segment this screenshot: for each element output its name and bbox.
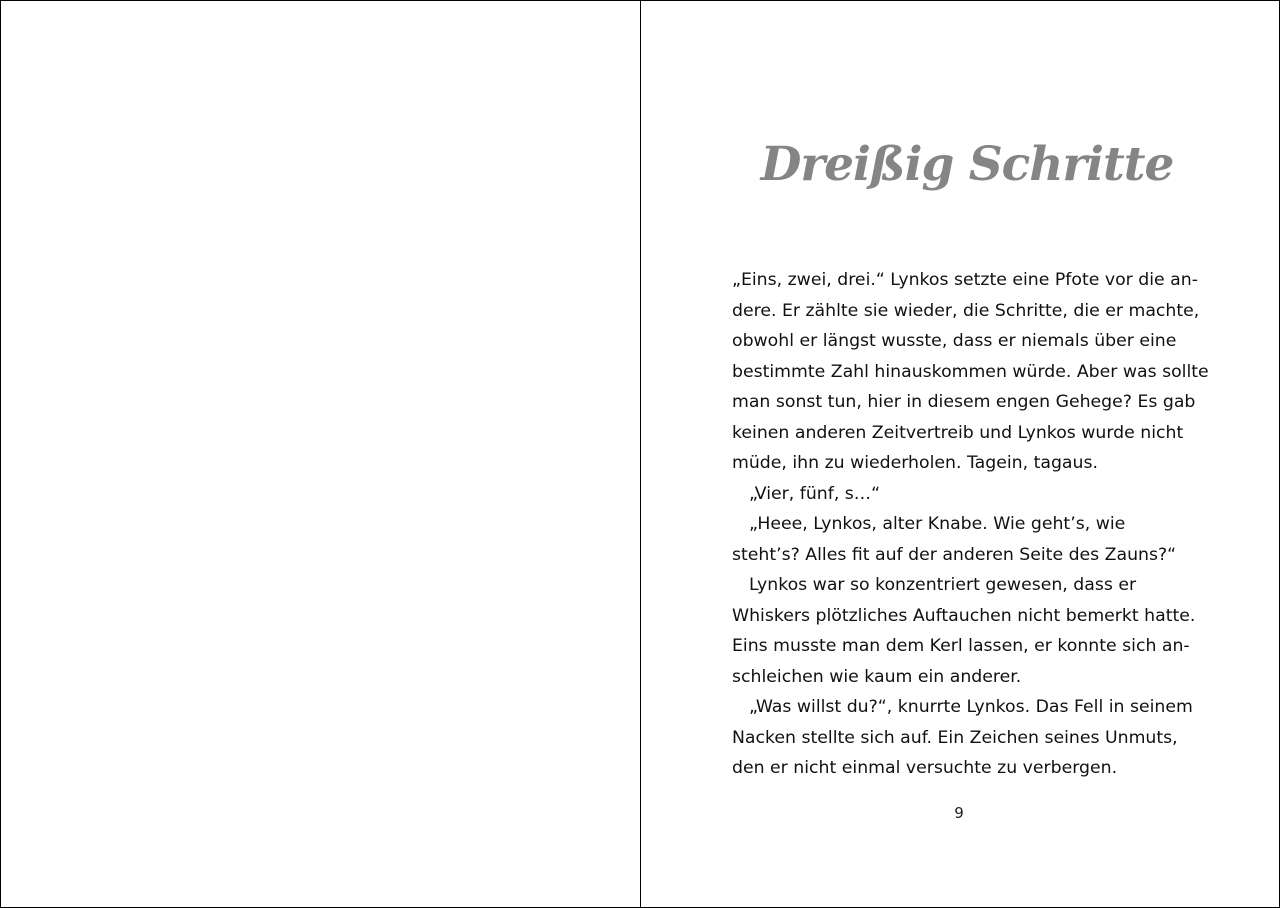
text-line: Whiskers plötzliches Auftauchen nicht bemerkt hatte. xyxy=(732,605,1196,626)
text-line: „Heee, Lynkos, alter Knabe. Wie geht’s, wie xyxy=(749,514,1126,534)
text-line: Nacken stellte sich auf. Ein Zeichen seines Unmuts, xyxy=(732,727,1178,748)
text-line: müde, ihn zu wiederholen. Tagein, tagaus. xyxy=(732,453,1098,473)
text-line: schleichen wie kaum ein anderer. xyxy=(732,666,1022,687)
text-line: obwohl er längst wusste, dass er niemals über eine xyxy=(732,331,1177,351)
text-line: „Was willst du?“, knurrte Lynkos. Das Fell in seinem xyxy=(749,697,1193,717)
chapter-title: Dreißig Schritte xyxy=(760,137,1174,192)
chapter-body-text xyxy=(732,265,1209,784)
text-line: dere. Er zählte sie wieder, die Schritte, die er machte, xyxy=(732,300,1200,321)
text-line: man sonst tun, hier in diesem engen Gehege? Es gab xyxy=(732,392,1196,412)
text-line: „Eins, zwei, drei.“ Lynkos setzte eine Pfote vor die an- xyxy=(732,270,1198,290)
right-page xyxy=(641,1,1279,907)
text-line: keinen anderen Zeitvertreib und Lynkos wurde nicht xyxy=(732,422,1184,443)
page-number: 9 xyxy=(954,804,964,822)
text-line: bestimmte Zahl hinauskommen würde. Aber was sollte xyxy=(732,361,1209,382)
text-line: steht’s? Alles fit auf der anderen Seite des Zauns?“ xyxy=(732,544,1177,565)
left-page-blank xyxy=(1,1,640,907)
text-line: Lynkos war so konzentriert gewesen, dass er xyxy=(749,575,1137,595)
text-line: „Vier, fünf, s…“ xyxy=(749,483,881,504)
text-line: Eins musste man dem Kerl lassen, er konnte sich an- xyxy=(732,636,1190,656)
text-line: den er nicht einmal versuchte zu verbergen. xyxy=(732,758,1118,778)
